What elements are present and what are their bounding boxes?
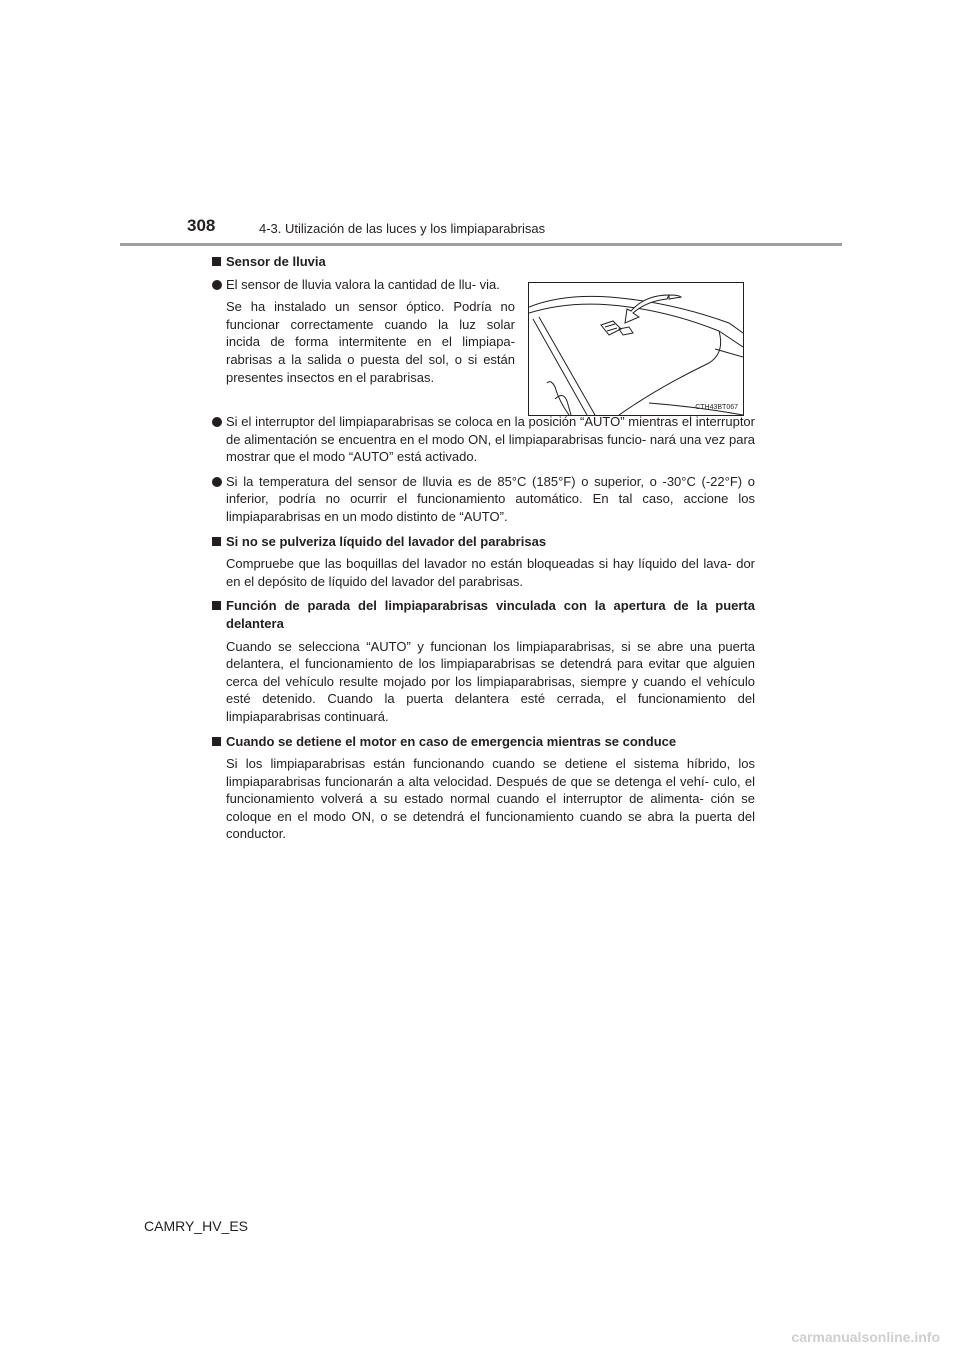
rain-sensor-section [211, 253, 755, 413]
emergency-body: Si los limpiaparabrisas están funcionando cuando se detiene el sistema híbrido, los limpiaparabrisas funcionarán a alta velocidad. Después de que se detenga el vehí- culo, el funcionamiento volverá a su estado normal cuando el interruptor de alimenta- ción se coloque en el modo ON, o se detendrá el funcionamiento cuando se abra la puerta del conductor. [226, 756, 755, 842]
rain-sensor-heading [211, 253, 515, 271]
page-content [211, 253, 755, 850]
round-bullet-icon [212, 280, 222, 290]
figure-code: CTH43BT067 [695, 404, 738, 411]
square-bullet-icon [212, 601, 221, 610]
bullet-text: Si el interruptor del limpiaparabrisas se coloca en la posición “AUTO” mientras el interruptor de alimentación se encuentra en el modo ON, el limpiaparabrisas funcio- nará una vez para mostrar que el modo “AUTO” está activado. [226, 414, 755, 465]
rain-sensor-illustration [528, 282, 744, 416]
rain-sensor-text [211, 253, 515, 393]
bullet-text: El sensor de lluvia valora la cantidad de llu- via. [226, 276, 500, 292]
watermark: carmanualsonline.info [791, 1329, 940, 1345]
heading-text: Sensor de lluvia [226, 254, 326, 269]
square-bullet-icon [212, 257, 221, 266]
square-bullet-icon [212, 537, 221, 546]
washer-body: Compruebe que las boquillas del lavador no están bloqueadas si hay líquido del lava- dor en el depósito de líquido del lavador del parabrisas. [226, 556, 755, 589]
header-divider [120, 243, 842, 246]
windshield-sensor-drawing [529, 283, 743, 415]
section-title: 4-3. Utilización de las luces y los limpiaparabrisas [259, 221, 546, 236]
bullet-detail: Se ha instalado un sensor óptico. Podría no funcionar correctamente cuando la luz solar incida de forma intermitente en el limpiapa- rabrisas a la salida o puesta del sol, o si están presentes insectos en el parabrisas. [226, 299, 515, 385]
bullet-item [211, 473, 755, 526]
square-bullet-icon [212, 737, 221, 746]
heading-text: Función de parada del limpiaparabrisas vinculada con la apertura de la puerta delantera [226, 598, 755, 631]
door-stop-body: Cuando se selecciona “AUTO” y funcionan los limpiaparabrisas, si se abre una puerta delantera, el funcionamiento de los limpiaparabrisas se detendrá para evitar que alguien cerca del vehículo resulte mojado por los limpiaparabrisas, siempre y cuando el vehículo esté detenido. Cuando la puerta delantera esté cerrada, el funcionamiento del limpiaparabrisas continuará. [226, 638, 755, 724]
document-code: CAMRY_HV_ES [144, 1218, 249, 1234]
page-number: 308 [187, 216, 216, 235]
emergency-heading [211, 733, 755, 751]
bullet-item [211, 276, 515, 294]
round-bullet-icon [212, 417, 222, 427]
round-bullet-icon [212, 477, 222, 487]
washer-heading [211, 533, 755, 551]
door-stop-heading [211, 597, 755, 632]
heading-text: Cuando se detiene el motor en caso de emergencia mientras se conduce [226, 733, 677, 749]
bullet-text: Si la temperatura del sensor de lluvia es de 85°C (185°F) o superior, o -30°C (-22°F) o inferior, podría no ocurrir el funcionamiento automático. En tal caso, accione los limpiaparabrisas en un modo distinto de “AUTO”. [226, 473, 755, 524]
bullet-item [211, 413, 755, 466]
heading-text: Si no se pulveriza líquido del lavador del parabrisas [226, 533, 547, 549]
